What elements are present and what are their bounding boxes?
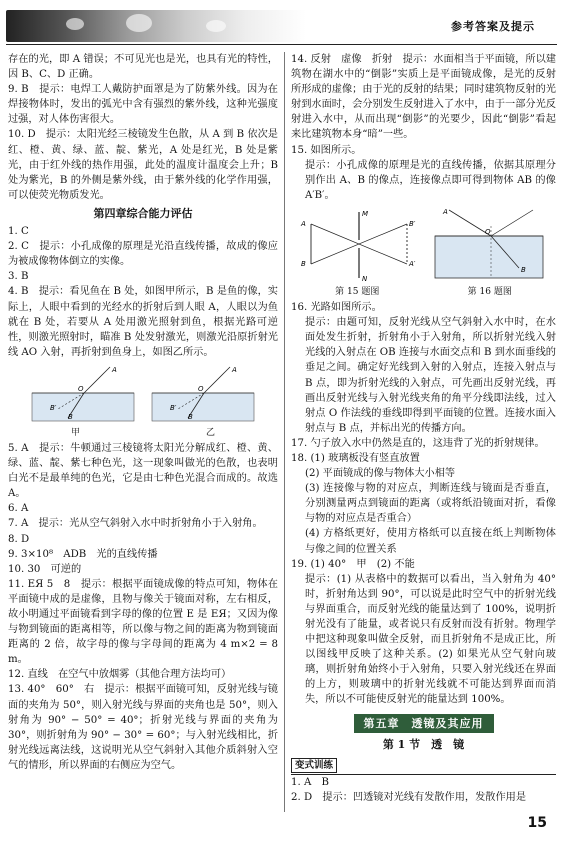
answer-item: (2) 平面镜成的像与物体大小相等 (305, 468, 456, 480)
answer-item: 提示：由题可知，反射光线从空气斜射入水中时，在水面处发生折射，折射角小于入射角，所以折射光线入射光线的入射点在 OB 连接与水面交点和 B 到水面垂线的垂足之间。确定好光线到入射的入射点，连接入射点与 B 点，即为折射光线的入射点，可先画出反射光线，再画出反射光线与入射光线夹角的角平分线即法线，过入射点 O 作法线的垂线即得到平面镜的位置。连接水面入射点与 B 点，并标出光的传播方向。 (305, 317, 556, 434)
diagram-fig16 (429, 206, 549, 284)
answer-item: 5. A 提示：牛顿通过三棱镜将太阳光分解成红、橙、黄、绿、蓝、靛、紫七种色光，这一现象叫做光的色散，也表明白光不是最单纯的色光，它是由七种色光混合而成的。故选 A。 (8, 442, 278, 500)
answer-item: 6. A (8, 503, 29, 515)
figure-captions-jia-yi: 甲 乙 (70, 427, 215, 438)
svg-text:A′: A′ (408, 259, 415, 268)
svg-text:N: N (361, 274, 367, 283)
answer-item: 13. 40° 60° 右 提示：根据平面镜可知，反射光线与镜面的夹角为 50°，则入射光线与界面的夹角也是 50°，则入射角为 90° − 50° = 40°；折射光线与界面的夹角为 30°，则折射角为 90° − 30° = 60°；与入射光线相比，折射光线远离法线，这说明光从空气斜射入其他介质斜射入空气的情形，所以界面的右侧应为空气。 (8, 684, 278, 771)
header-banner-image (6, 10, 306, 42)
answer-item: 存在的光，即 A 错误；不可见光也是光，也具有光的特性，因 B、C、D 正确。 (8, 54, 278, 81)
svg-text:O: O (198, 384, 204, 393)
diagram-jia (28, 363, 138, 425)
svg-text:O: O (484, 227, 491, 236)
answer-item: 19. (1) 40° 甲 (2) 不能 (291, 558, 415, 570)
answer-item: 16. 光路如图所示。 (291, 302, 382, 314)
answer-item: 提示：(1) 从表格中的数据可以看出，当入射角为 40° 时，折射角达到 90°，可以说是此时空气中的折射光线与界面重合，而反射光线的能量达到了 100%，说明折射光没有了能量，或者说只有反射而没有折射。物理学中把这种现象叫做全反射，而且折射角不是成正比，所以图线甲反映了这种关系。(2) 如果光从空气射向玻璃，则折射角始终小于入射角，只要入射光线还在界面的上方，则玻璃中的折射光线就不可能达到界面而消失，所以不可能使反射光的能量达到 100%。 (305, 573, 556, 706)
figure-captions-15-16: 第 15 题图 第 16 题图 (335, 286, 512, 297)
lesson-heading: 第 1 节 透 镜 (382, 737, 465, 751)
diagram-fig15 (299, 206, 419, 284)
header-title: 参考答案及提示 (451, 20, 535, 33)
column-divider (284, 52, 285, 812)
svg-text:A: A (232, 365, 237, 374)
answer-item: 9. 3×10⁸ ADB 光的直线传播 (8, 548, 158, 560)
figure-jia-yi (8, 363, 278, 425)
label-B: B (68, 412, 73, 421)
answer-item (291, 756, 556, 775)
answer-item: 10. D 提示：太阳光经三棱镜发生色散，从 A 到 B 依次是红、橙、黄、绿、蓝、靛、紫光，A 处是红光，B 处是紫光，由于红外线的热作用强，此处的温度计温度会上升；B 处为紫光，B 的外侧是紫外线，由于紫外线的化学作用强，可以使荧光物质发光。 (8, 129, 278, 201)
answer-item: 7. A 提示：光从空气斜射入水中时折射角小于入射角。 (8, 518, 263, 530)
practice-tag: 变式训练 (291, 758, 337, 773)
answer-item: 9. B 提示：电焊工人戴防护面罩是为了防紫外线。因为在焊接物体时，发出的弧光中含有强烈的紫外线，这种光强度过强，对人体伤害很大。 (8, 84, 278, 126)
page-header (0, 0, 563, 48)
answer-item: 4. B 提示：看见鱼在 B 处，如图甲所示，B 是鱼的像，实际上，人眼中看到的光经水的折射后到人眼 A，人眼以为鱼就在 B 处，若要从 A 处用激光照射到鱼，根据光路可逆性，则激光照射时，瞄准 B 处发射激光，则激光沿原折射光线 AO 入射，再折射到鱼身上，如图乙所示。 (8, 286, 278, 358)
svg-text:B: B (188, 412, 193, 421)
diagram-yi (148, 363, 258, 425)
svg-text:B′: B′ (170, 403, 177, 412)
answer-item: 1. C (8, 226, 29, 238)
answer-item: 18. (1) 玻璃板没有竖直放置 (291, 452, 420, 464)
label-A: A (112, 365, 117, 374)
header-rule (6, 44, 557, 45)
answer-item: 2. C 提示：小孔成像的原理是光沿直线传播，故成的像应为被成像物体倒立的实像。 (8, 241, 278, 268)
answer-item: 提示：小孔成像的原理是光的直线传播，依据其原理分别作出 A、B 的像点，连接像点即可得到物体 AB 的像 A′B′。 (305, 159, 556, 201)
label-O: O (78, 384, 84, 393)
label-Bp: B′ (50, 403, 57, 412)
svg-text:B: B (520, 265, 526, 274)
answer-item: (3) 连接像与物的对应点，判断连线与镜面是否垂直，分别测量两点到镜面的距离（或将纸沿镜面对折，看像与物的对应点是否重合） (305, 483, 556, 525)
answer-item: 15. 如图所示。 (291, 144, 362, 156)
left-column (8, 52, 278, 773)
answer-item: 8. D (8, 533, 30, 545)
svg-text:M: M (361, 209, 368, 218)
svg-text:A: A (442, 207, 448, 216)
page-number: 15 (527, 815, 547, 831)
answer-item: 10. 30 可逆的 (8, 563, 82, 575)
answer-item: 11. ЕЯ 5 8 提示：根据平面镜成像的特点可知，物体在平面镜中成的是虚像，且物与像关于镜面对称，左右相反，故小明通过平面镜看到字母的像的位置 E 是 ЕЯ；又因为像与物到镜面的距离相等，所以像与物之间的距离为物到镜面距离的 2 倍，故字母的像与字母间的距离为 4 m×2 = 8 m。 (8, 578, 278, 666)
chapter-title: 第五章 透镜及其应用 (354, 714, 494, 733)
answer-item: 3. B (8, 271, 29, 283)
answer-item: 17. 勺子放入水中仍然是直的，这违背了光的折射规律。 (291, 437, 545, 449)
svg-text:B′: B′ (408, 219, 415, 228)
section-heading: 第四章综合能力评估 (93, 206, 193, 220)
right-column (291, 52, 556, 805)
svg-text:A: A (300, 219, 306, 228)
svg-text:B: B (300, 259, 306, 268)
answer-item: (4) 方格纸更好，使用方格纸可以直接在纸上判断物体与像之间的位置关系 (305, 528, 556, 555)
figure-15-16 (291, 206, 556, 284)
answer-item: 2. D 提示：凹透镜对光线有发散作用，发散作用是 (291, 791, 527, 803)
chapter-banner (291, 714, 556, 733)
answer-item: 1. A B (291, 776, 329, 788)
answer-item: 14. 反射 虚像 折射 提示：水面相当于平面镜，所以建筑物在湖水中的“倒影”实质上是平面镜成像，是光的反射所形成的虚像；由于光的反射的结果；同时建筑物反射的光射到水面时，会分别发生反射进入了水中，由于一部分光反射进入水中，从而出现“倒影”的光要少，因此“倒影”看起来比建筑物本身“暗”一些。 (291, 54, 556, 141)
answer-item: 12. 直线 在空气中放烟雾（其他合理方法均可） (8, 669, 232, 681)
